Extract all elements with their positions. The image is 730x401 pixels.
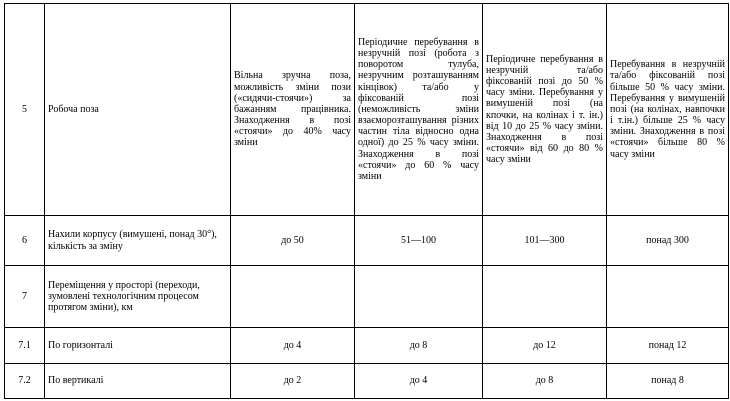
criterion-cell: Перебування в незручній та/або фіксованій позі більше 50 % часу зміни. Перебування у вимушеній позі (на колінах, навпочки і т.ін.) більше 25 % часу зміни. Знаходження в позі «стоячи» більше 80 % часу зміни bbox=[607, 4, 729, 216]
table-row bbox=[5, 266, 729, 328]
criterion-cell bbox=[355, 266, 483, 328]
table-row bbox=[5, 364, 729, 399]
criterion-cell: 101—300 bbox=[483, 216, 607, 266]
criterion-cell: Періодичне перебування в незручній позі (робота з поворотом тулуба, незручним розташуванням кінцівок) та/або у фіксованій позі (неможливість зміни взаєморозташування різних частин тіла відносно одна одної) до 25 % часу зміни. Знаходження в позі «стоячи» до 60 % часу зміни bbox=[355, 4, 483, 216]
criterion-cell: до 8 bbox=[355, 328, 483, 364]
criterion-cell: 51—100 bbox=[355, 216, 483, 266]
criterion-cell: Періодичне перебування в незручній та/або фіксованій позі до 50 % часу зміни. Перебування у вимушеній позі (на кпочки, на колінах і т. ін.) від 10 до 25 % часу зміни. Знаходження в позі «стоячи» від 60 до 80 % часу зміни bbox=[483, 4, 607, 216]
table-row bbox=[5, 328, 729, 364]
indicator-label: Робоча поза bbox=[45, 4, 231, 216]
indicator-label: По вертикалі bbox=[45, 364, 231, 399]
row-number: 6 bbox=[5, 216, 45, 266]
criterion-cell: понад 300 bbox=[607, 216, 729, 266]
criterion-cell: до 2 bbox=[231, 364, 355, 399]
table-row bbox=[5, 216, 729, 266]
table-row bbox=[5, 4, 729, 216]
criterion-cell: до 4 bbox=[231, 328, 355, 364]
criterion-cell bbox=[231, 266, 355, 328]
criterion-cell bbox=[483, 266, 607, 328]
row-number: 7.2 bbox=[5, 364, 45, 399]
indicator-label: Переміщення у просторі (переходи, зумовлені технологічним процесом протягом зміни), км bbox=[45, 266, 231, 328]
row-number: 7.1 bbox=[5, 328, 45, 364]
criterion-cell: до 4 bbox=[355, 364, 483, 399]
criterion-cell: до 12 bbox=[483, 328, 607, 364]
criterion-cell bbox=[607, 266, 729, 328]
criterion-cell: понад 12 bbox=[607, 328, 729, 364]
criterion-cell: до 50 bbox=[231, 216, 355, 266]
criterion-cell: Вільна зручна поза, можливість зміни пози («сидячи-стоячи») за бажанням працівника. Знаходження в позі «стоячи» до 40% часу зміни bbox=[231, 4, 355, 216]
criterion-cell: понад 8 bbox=[607, 364, 729, 399]
row-number: 7 bbox=[5, 266, 45, 328]
criterion-cell: до 8 bbox=[483, 364, 607, 399]
indicator-label: Нахили корпусу (вимушені, понад 30°), кількість за зміну bbox=[45, 216, 231, 266]
working-conditions-table bbox=[4, 3, 729, 399]
indicator-label: По горизонталі bbox=[45, 328, 231, 364]
row-number: 5 bbox=[5, 4, 45, 216]
